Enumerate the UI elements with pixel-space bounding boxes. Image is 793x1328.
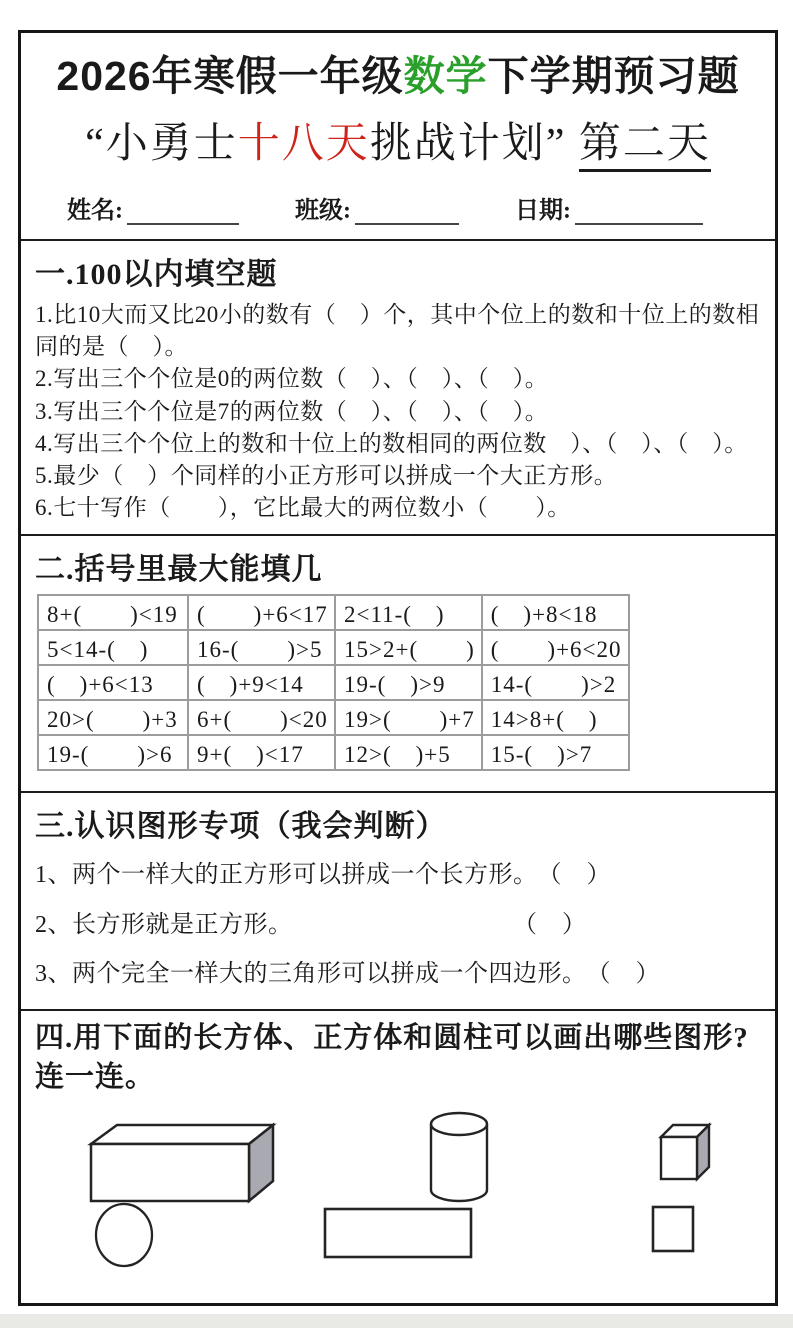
name-field [67,190,239,225]
judge-answer-brackets[interactable]: （ ） [586,960,660,987]
question-item-1: 1.比10大而又比20小的数有（ ）个，其中个位上的数和十位上的数相同的是（ ）。 [35,302,760,360]
title-subject-green: 数学 [403,53,488,99]
subtitle-days-red: 十八天 [237,121,370,167]
table-cell[interactable]: 19-( )>9 [335,665,482,700]
table-cell[interactable]: 9+( )<17 [188,735,335,770]
subtitle-part-3: 挑战计划” [369,121,567,167]
question-item-4: 4.写出三个个位上的数和十位上的数相同的两位数 ）、（ ）、（ ）。 [35,430,748,456]
table-cell[interactable]: 16-( )>5 [188,630,335,665]
page-title [35,43,761,102]
cuboid-shape[interactable] [83,1119,283,1205]
section4-heading [35,1019,761,1097]
judge-item-1 [35,851,761,900]
student-fields [67,190,761,225]
date-label: 日期: [515,198,571,224]
judge-answer-brackets[interactable]: （ ） [513,911,587,938]
table-row [38,595,629,630]
square-shape[interactable] [651,1205,695,1253]
section-matching [21,1009,775,1303]
subtitle-part-1: “小勇士 [85,121,238,167]
table-row [38,735,629,770]
worksheet-page [18,30,778,1306]
section4-heading-line1: 四.用下面的长方体、正方体和圆柱可以画出哪些图形? [35,1021,749,1054]
class-field [295,190,459,225]
table-cell[interactable]: 19-( )>6 [38,735,188,770]
table-cell[interactable]: 12>( )+5 [335,735,482,770]
table-cell[interactable]: 14>8+( ) [482,700,629,735]
title-part-3: 下学期预习题 [487,53,740,99]
table-cell[interactable]: 15>2+( ) [335,630,482,665]
header [21,33,775,225]
table-cell[interactable]: ( )+9<14 [188,665,335,700]
table-row [38,630,629,665]
cube-shape[interactable] [657,1121,713,1183]
question-item-5: 5.最少（ ）个同样的小正方形可以拼成一个大正方形。 [35,462,618,488]
judge-text: 1、两个一样大的正方形可以拼成一个长方形。 [35,862,538,889]
table-cell[interactable]: ( )+6<20 [482,630,629,665]
table-cell[interactable]: 2<11-( ) [335,595,482,630]
table-row [38,700,629,735]
table-cell[interactable]: ( )+6<17 [188,595,335,630]
table-cell[interactable]: 5<14-( ) [38,630,188,665]
table-cell[interactable]: 19>( )+7 [335,700,482,735]
section4-heading-line2: 连一连。 [35,1061,156,1094]
judge-answer-brackets[interactable]: （ ） [537,862,611,889]
judge-text: 3、两个完全一样大的三角形可以拼成一个四边形。 [35,960,587,987]
table-cell[interactable]: ( )+8<18 [482,595,629,630]
shapes-area [35,1111,761,1293]
section-max-fill [21,534,775,791]
judge-text: 2、长方形就是正方形。 [35,911,293,938]
section2-heading: 二.括号里最大能填几 [35,553,323,587]
max-fill-table [37,594,630,771]
class-label: 班级: [295,198,351,224]
page-bottom-strip [0,1314,793,1328]
judge-item-3 [35,950,761,999]
table-cell[interactable]: 14-( )>2 [482,665,629,700]
table-cell[interactable]: ( )+6<13 [38,665,188,700]
date-field [515,190,703,225]
section1-heading: 一.100以内填空题 [35,258,278,291]
name-input-blank[interactable] [127,201,239,225]
table-row [38,665,629,700]
question-item-6: 6.七十写作（ ），它比最大的两位数小（ ）。 [35,495,571,521]
table-cell[interactable]: 20>( )+3 [38,700,188,735]
title-part-1: 2026年寒假一年级 [56,53,404,99]
page-subtitle [35,110,761,170]
table-cell[interactable]: 15-( )>7 [482,735,629,770]
class-input-blank[interactable] [355,201,459,225]
subtitle-day-number: 第二天 [579,121,711,172]
rectangle-shape[interactable] [323,1207,473,1259]
judge-item-2 [35,901,761,950]
name-label: 姓名: [67,198,123,224]
circle-shape[interactable] [93,1201,155,1269]
cylinder-shape[interactable] [428,1111,490,1205]
section-fill-blanks [21,239,775,534]
date-input-blank[interactable] [575,201,703,225]
section-true-false [21,791,775,1009]
table-cell[interactable]: 6+( )<20 [188,700,335,735]
table-cell[interactable]: 8+( )<19 [38,595,188,630]
section3-heading: 三.认识图形专项（我会判断） [35,810,447,844]
question-item-2: 2.写出三个个位是0的两位数（ ）、（ ）、（ ）。 [35,366,549,392]
question-item-3: 3.写出三个个位是7的两位数（ ）、（ ）、（ ）。 [35,398,549,424]
